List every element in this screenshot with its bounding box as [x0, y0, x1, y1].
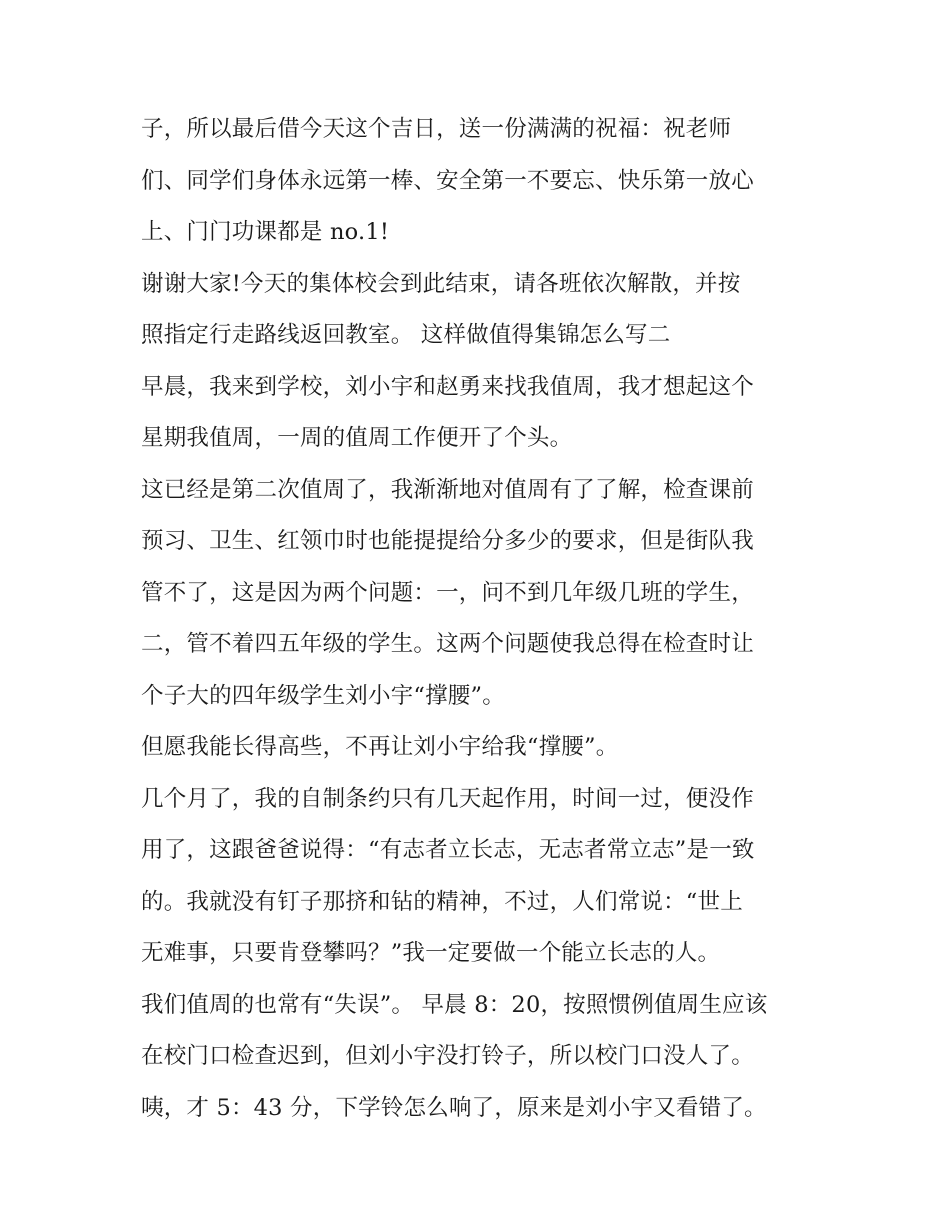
text-line: 的。我就没有钉子那挤和钻的精神，不过，人们常说：“世上: [141, 888, 743, 915]
text-line: 管不了，这是因为两个问题：一，问不到几年级几班的学生，: [141, 579, 754, 606]
text-line: 用了，这跟爸爸说得：“有志者立长志，无志者常立志”是一致: [141, 837, 755, 863]
text-line: 咦，才 5：43 分，下学铃怎么响了，原来是刘小宇又看错了。: [141, 1094, 767, 1121]
text-line: 谢谢大家!今天的集体校会到此结束，请各班依次解散，并按: [141, 270, 741, 297]
text-line: 在校门口检查迟到，但刘小宇没打铃子，所以校门口没人了。: [141, 1043, 754, 1069]
text-line: 二，管不着四五年级的学生。这两个问题使我总得在检查时让: [141, 631, 754, 657]
text-line: 子，所以最后借今天这个吉日，送一份满满的祝福：祝老师: [141, 116, 732, 142]
text-line: 无难事，只要肯登攀吗？”我一定要做一个能立长志的人。: [141, 940, 721, 966]
text-line: 早晨，我来到学校，刘小宇和赵勇来找我值周，我才想起这个: [141, 373, 754, 400]
text-line: 照指定行走路线返回教室。 这样做值得集锦怎么写二: [141, 322, 671, 348]
document-body: [141, 104, 821, 1134]
text-line: 但愿我能长得高些，不再让刘小宇给我“撑腰”。: [141, 734, 619, 760]
text-line: 几个月了，我的自制条约只有几天起作用，时间一过，便没作: [141, 785, 754, 812]
text-line: 这已经是第二次值周了，我渐渐地对值周有了了解，检查课前: [141, 476, 754, 503]
text-line: 们、同学们身体永远第一棒、安全第一不要忘、快乐第一放心: [141, 167, 754, 194]
text-line: 上、门门功课都是 no.1!: [141, 219, 390, 245]
text-line: 星期我值周，一周的值周工作便开了个头。: [141, 425, 573, 451]
text-line: 个子大的四年级学生刘小宇“撑腰”。: [141, 682, 505, 709]
text-line: 预习、卫生、红领巾时也能提提给分多少的要求，但是街队我: [141, 528, 754, 554]
text-line: 我们值周的也常有“失误”。 早晨 8：20，按照惯例值周生应该: [141, 991, 768, 1018]
